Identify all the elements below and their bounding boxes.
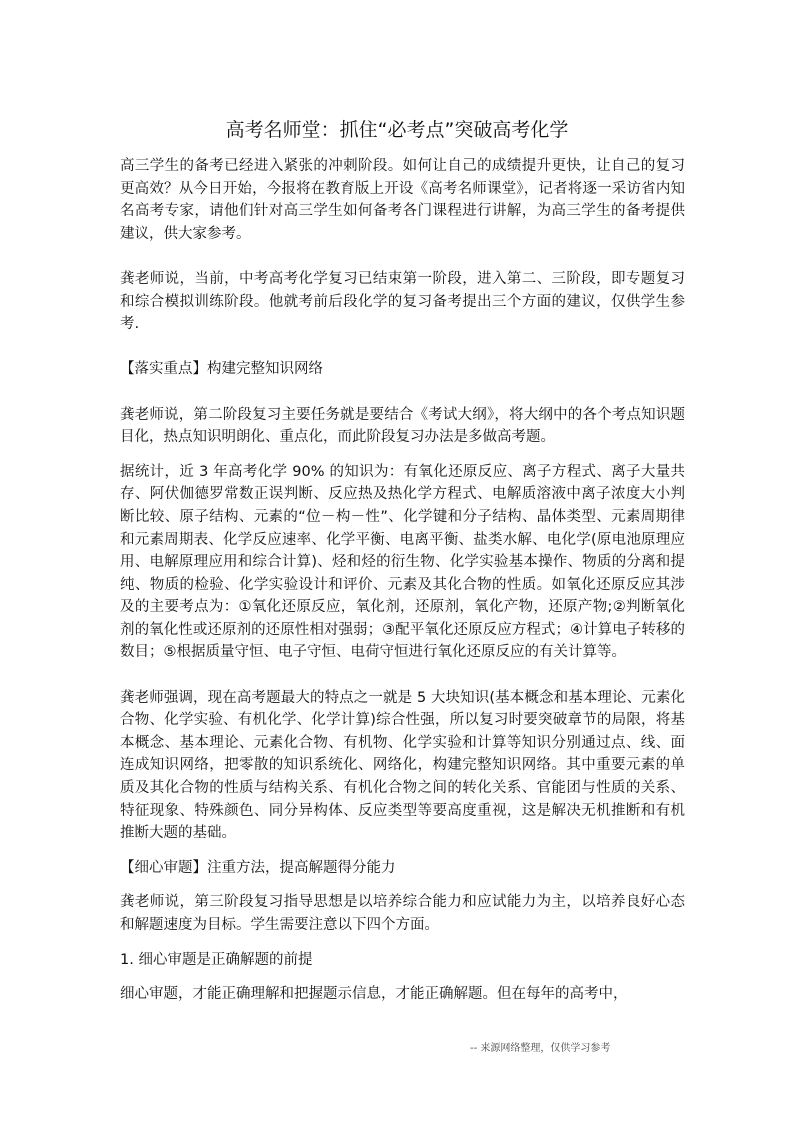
section-heading: 【落实重点】构建完整知识网络 (120, 361, 323, 378)
body-paragraph: 龚老师说，第三阶段复习指导思想是以培养综合能力和应试能力为主，以培养良好心态和解题速度为目标。学生需要注意以下四个方面。 (120, 894, 685, 933)
page-footer: -- 来源网络整理，仅供学习参考 (470, 1043, 611, 1054)
document-title: 高考名师堂：抓住“必考点”突破高考化学 (225, 119, 569, 141)
body-paragraph: 龚老师说，当前，中考高考化学复习已结束第一阶段，进入第二、三阶段，即专题复习和综合模拟训练阶段。他就考前后段化学的复习备考提出三个方面的建议，仅供学生参考. (120, 270, 685, 333)
body-paragraph: 据统计，近 3 年高考化学 90% 的知识为：有氧化还原反应、离子方程式、离子大量共存、阿伏伽德罗常数正误判断、反应热及热化学方程式、电解质溶液中离子浓度大小判断比较、原子结构、元素的“位－构－性”、化学键和分子结构、晶体类型、元素周期律和元素周期表、化学反应速率、化学平衡、电离平衡、盐类水解、电化学(原电池原理应用、电解原理应用和综合计算)、烃和烃的衍生物、化学实验基本操作、物质的分离和提纯、物质的检验、化学实验设计和评价、元素及其化合物的性质。如氧化还原反应其涉及的主要考点为：①氧化还原反应，氧化剂，还原剂，氧化产物，还原产物;②判断氧化剂的氧化性或还原剂的还原性相对强弱；③配平氧化还原反应方程式；④计算电子转移的数目；⑤根据质量守恒、电子守恒、电荷守恒进行氧化还原反应的有关计算等。 (120, 463, 685, 661)
subsection-heading: 1. 细心审题是正确解题的前提 (120, 951, 313, 968)
body-paragraph: 细心审题，才能正确理解和把握题示信息，才能正确解题。但在每年的高考中， (120, 986, 628, 1003)
body-paragraph: 龚老师说，第二阶段复习主要任务就是要结合《考试大纲》，将大纲中的各个考点知识题目化，热点知识明朗化、重点化，而此阶段复习办法是多做高考题。 (120, 406, 685, 446)
body-paragraph: 龚老师强调，现在高考题最大的特点之一就是 5 大块知识(基本概念和基本理论、元素化合物、化学实验、有机化学、化学计算)综合性强，所以复习时要突破章节的局限，将基本概念、基本理论、元素化合物、有机物、化学实验和计算等知识分别通过点、线、面连成知识网络，把零散的知识系统化、网络化，构建完整知识网络。其中重要元素的单质及其化合物的性质与结构关系、有机化合物之间的转化关系、官能团与性质的关系、特征现象、特殊颜色、同分异构体、反应类型等要高度重视，这是解决无机推断和有机推断大题的基础。 (120, 689, 685, 842)
document-body (120, 155, 685, 1006)
intro-paragraph: 高三学生的备考已经进入紧张的冲刺阶段。如何让自己的成绩提升更快，让自己的复习更高效？从今日开始，今报将在教育版上开设《高考名师课堂》，记者将逐一采访省内知名高考专家，请他们针对高三学生如何备考各门课程进行讲解，为高三学生的备考提供建议，供大家参考。 (120, 158, 685, 242)
section-heading: 【细心审题】注重方法，提高解题得分能力 (120, 859, 396, 876)
